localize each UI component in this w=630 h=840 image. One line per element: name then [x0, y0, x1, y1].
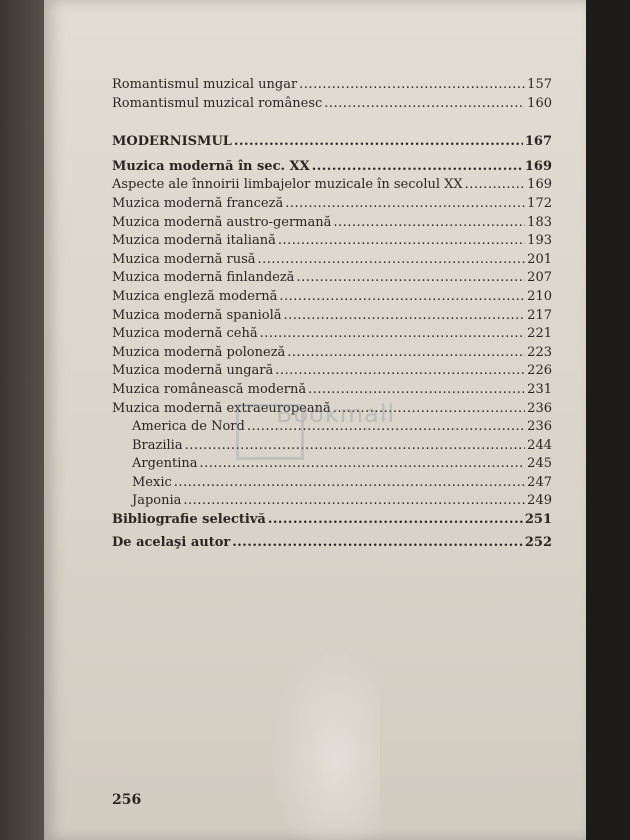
- page-number: 256: [112, 792, 142, 808]
- toc-subentry: America de Nord ..... 236: [112, 418, 552, 437]
- toc-entry: Muzica modernă franceză ..... 172: [112, 195, 552, 214]
- toc-entry: Aspecte ale înnoirii limbajelor muzicale în secolul XX ..... 169: [112, 176, 552, 195]
- paper-crease: [270, 640, 380, 840]
- toc-entry: Muzica modernă cehă ..... 221: [112, 325, 552, 344]
- toc-entry: Romantismul muzical ungar ..... 157: [112, 76, 552, 95]
- toc-entry: Muzica modernă austro-germană ..... 183: [112, 214, 552, 233]
- toc-entry: Muzica modernă rusă ..... 201: [112, 251, 552, 270]
- watermark-logo: Bookmall: [236, 396, 376, 456]
- background-edge: [586, 0, 630, 840]
- book-spine-shadow: [0, 0, 44, 840]
- toc-section-modernism: MODERNISMUL ..... 167: [112, 133, 552, 152]
- toc-entry: Muzica modernă extraeuropeană ..... 236: [112, 400, 552, 419]
- toc-subentry: Argentina ..... 245: [112, 455, 552, 474]
- toc-subentry: Brazilia ..... 244: [112, 437, 552, 456]
- toc-subentry: Mexic ..... 247: [112, 474, 552, 493]
- toc-entry: Muzica modernă poloneză ..... 223: [112, 344, 552, 363]
- toc-same-author: De acelaşi autor ..... 252: [112, 534, 552, 553]
- toc-entry: Muzica engleză modernă ..... 210: [112, 288, 552, 307]
- toc-entry: Muzica modernă spaniolă ..... 217: [112, 307, 552, 326]
- toc-subentry: Japonia ..... 249: [112, 492, 552, 511]
- toc-bibliography: Bibliografie selectivă ..... 251: [112, 511, 552, 530]
- toc-entry: Muzica modernă italiană ..... 193: [112, 232, 552, 251]
- toc-entry: Muzica românească modernă ..... 231: [112, 381, 552, 400]
- toc-entry: Muzica modernă finlandeză ..... 207: [112, 269, 552, 288]
- table-of-contents: [112, 76, 552, 552]
- toc-entry: Romantismul muzical românesc ..... 160: [112, 95, 552, 114]
- toc-entry: Muzica modernă ungară ..... 226: [112, 362, 552, 381]
- toc-chapter: Muzica modernă în sec. XX ..... 169: [112, 158, 552, 177]
